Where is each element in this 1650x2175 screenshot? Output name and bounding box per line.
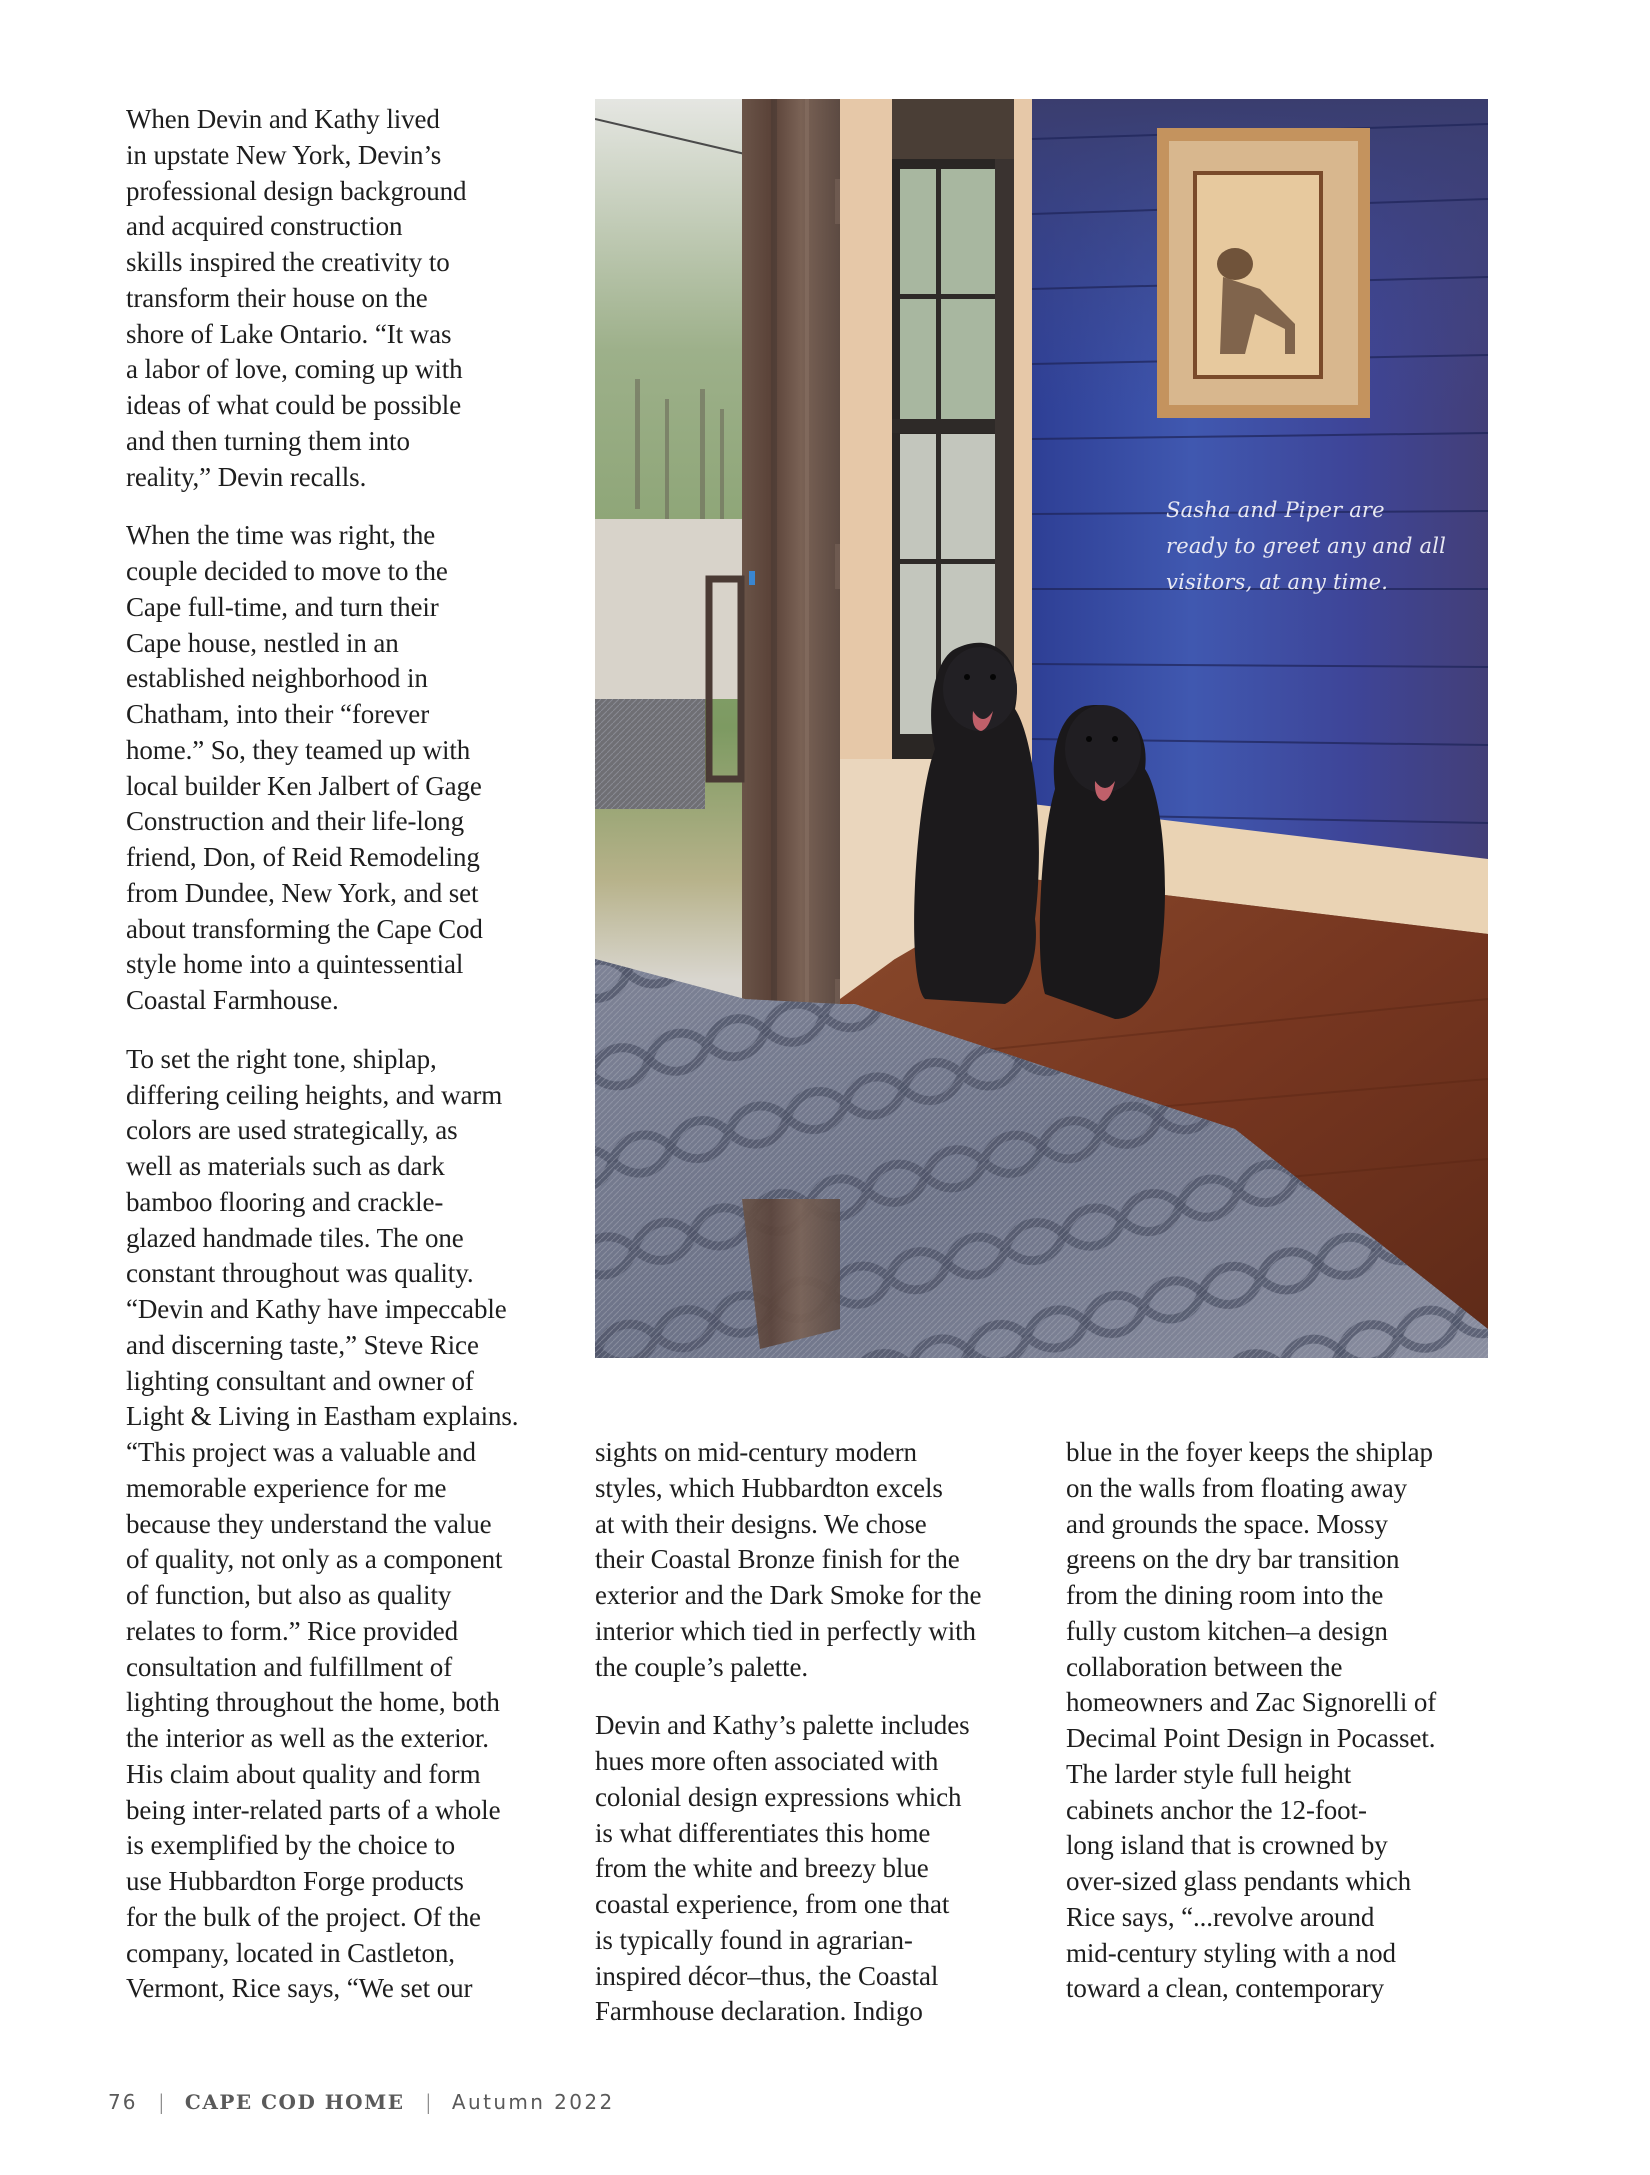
text-line: interior which tied in perfectly with — [595, 1615, 976, 1646]
caption-line: visitors, at any time. — [1166, 570, 1389, 594]
text-line: style home into a quintessential — [126, 949, 464, 980]
text-line: local builder Ken Jalbert of Gage — [126, 770, 482, 801]
text-line: Devin and Kathy’s palette includes — [595, 1710, 970, 1741]
foyer-photo — [595, 99, 1488, 1358]
text-line: company, located in Castleton, — [126, 1937, 455, 1968]
text-line: “Devin and Kathy have impeccable — [126, 1294, 507, 1324]
text-line: fully custom kitchen–a design — [1066, 1615, 1388, 1646]
text-line: from the dining room into the — [1066, 1580, 1384, 1610]
text-line: Coastal Farmhouse. — [126, 985, 339, 1015]
text-line: memorable experience for me — [126, 1472, 447, 1503]
text-line: ideas of what could be possible — [126, 390, 462, 420]
text-line: home.” So, they teamed up with — [126, 734, 471, 765]
text-line: exterior and the Dark Smoke for the — [595, 1580, 982, 1610]
caption-line: ready to greet any and all — [1166, 534, 1447, 558]
text-line: in upstate New York, Devin’s — [126, 139, 442, 170]
text-line: colonial design expressions which — [595, 1781, 962, 1812]
text-line: Cape house, nestled in an — [126, 627, 399, 658]
text-line: inspired décor–thus, the Coastal — [595, 1960, 939, 1991]
text-line: Farmhouse declaration. Indigo — [595, 1996, 923, 2027]
text-line: about transforming the Cape Cod — [126, 913, 483, 944]
photo-illustration — [595, 99, 1488, 1358]
paragraph — [1066, 1435, 1506, 2007]
text-line: from Dundee, New York, and set — [126, 877, 479, 908]
paragraph — [126, 1042, 556, 2007]
text-line: Light & Living in Eastham explains. — [126, 1401, 519, 1432]
paragraph — [126, 518, 556, 1019]
article-column-middle — [595, 1435, 1035, 2030]
text-line: differing ceiling heights, and warm — [126, 1079, 503, 1110]
text-line: Cape full-time, and turn their — [126, 591, 439, 622]
text-line: the couple’s palette. — [595, 1651, 809, 1682]
footer-separator: | — [424, 2089, 432, 2114]
text-line: styles, which Hubbardton excels — [595, 1472, 943, 1503]
text-line: hues more often associated with — [595, 1746, 939, 1776]
text-line: lighting consultant and owner of — [126, 1365, 474, 1396]
text-line: is what differentiates this home — [595, 1817, 931, 1848]
text-line: The larder style full height — [1066, 1758, 1352, 1789]
framed-dog-picture — [1157, 128, 1370, 418]
text-line: cabinets anchor the 12-foot- — [1066, 1794, 1367, 1825]
text-line: is typically found in agrarian- — [595, 1924, 913, 1955]
paragraph — [595, 1708, 1035, 2030]
text-line: sights on mid-century modern — [595, 1437, 917, 1467]
text-line: When the time was right, the — [126, 520, 436, 551]
article-column-right — [1066, 1435, 1506, 2007]
text-line: bamboo flooring and crackle- — [126, 1186, 444, 1217]
text-line: toward a clean, contemporary — [1066, 1973, 1385, 2004]
text-line: being inter-related parts of a whole — [126, 1794, 501, 1825]
text-line: friend, Don, of Reid Remodeling — [126, 842, 480, 872]
text-line: skills inspired the creativity to — [126, 247, 450, 277]
text-line: blue in the foyer keeps the shiplap — [1066, 1437, 1433, 1467]
text-line: a labor of love, coming up with — [126, 354, 463, 385]
text-line: couple decided to move to the — [126, 556, 448, 586]
text-line: and then turning them into — [126, 425, 410, 456]
text-line: greens on the dry bar transition — [1066, 1544, 1400, 1575]
text-line: lighting throughout the home, both — [126, 1687, 500, 1718]
text-line: transform their house on the — [126, 282, 428, 313]
text-line: and grounds the space. Mossy — [1066, 1508, 1388, 1539]
photo-caption — [1166, 492, 1466, 600]
text-line: glazed handmade tiles. The one — [126, 1222, 464, 1253]
text-line: established neighborhood in — [126, 663, 428, 694]
magazine-name: CAPE COD HOME — [184, 2089, 405, 2114]
text-line: because they understand the value — [126, 1508, 492, 1539]
caption-line: Sasha and Piper are — [1166, 498, 1385, 522]
page-footer — [108, 2084, 615, 2116]
text-line: Rice says, “...revolve around — [1066, 1901, 1375, 1932]
text-line: To set the right tone, shiplap, — [126, 1043, 437, 1074]
paragraph — [126, 102, 556, 495]
text-line: reality,” Devin recalls. — [126, 461, 367, 492]
text-line: their Coastal Bronze finish for the — [595, 1544, 960, 1575]
text-line: well as materials such as dark — [126, 1151, 445, 1181]
text-line: “This project was a valuable and — [126, 1437, 476, 1467]
text-line: consultation and fulfillment of — [126, 1651, 453, 1682]
text-line: relates to form.” Rice provided — [126, 1615, 459, 1646]
text-line: and acquired construction — [126, 211, 403, 242]
text-line: homeowners and Zac Signorelli of — [1066, 1687, 1437, 1718]
text-line: for the bulk of the project. Of the — [126, 1901, 481, 1932]
text-line: collaboration between the — [1066, 1651, 1343, 1682]
text-line: mid-century styling with a nod — [1066, 1937, 1396, 1968]
paragraph — [595, 1435, 1035, 1685]
footer-separator: | — [157, 2089, 165, 2114]
text-line: coastal experience, from one that — [595, 1889, 950, 1919]
text-line: use Hubbardton Forge products — [126, 1866, 464, 1896]
article-column-left — [126, 102, 556, 2007]
text-line: shore of Lake Ontario. “It was — [126, 318, 452, 349]
text-line: on the walls from floating away — [1066, 1472, 1408, 1503]
text-line: Construction and their life-long — [126, 806, 464, 837]
page-number: 76 — [108, 2089, 138, 2114]
text-line: of quality, not only as a component — [126, 1544, 503, 1575]
text-line: from the white and breezy blue — [595, 1853, 929, 1884]
text-line: over-sized glass pendants which — [1066, 1866, 1412, 1896]
text-line: When Devin and Kathy lived — [126, 104, 440, 134]
issue-date: Autumn 2022 — [451, 2089, 615, 2114]
text-line: of function, but also as quality — [126, 1580, 452, 1610]
text-line: Vermont, Rice says, “We set our — [126, 1973, 473, 2004]
text-line: at with their designs. We chose — [595, 1508, 927, 1539]
text-line: is exemplified by the choice to — [126, 1830, 456, 1861]
text-line: His claim about quality and form — [126, 1758, 481, 1789]
text-line: long island that is crowned by — [1066, 1830, 1388, 1861]
text-line: and discerning taste,” Steve Rice — [126, 1329, 479, 1360]
text-line: Decimal Point Design in Pocasset. — [1066, 1723, 1436, 1753]
text-line: Chatham, into their “forever — [126, 699, 430, 729]
text-line: professional design background — [126, 175, 467, 206]
text-line: constant throughout was quality. — [126, 1258, 474, 1289]
text-line: the interior as well as the exterior. — [126, 1723, 489, 1753]
text-line: colors are used strategically, as — [126, 1115, 458, 1146]
